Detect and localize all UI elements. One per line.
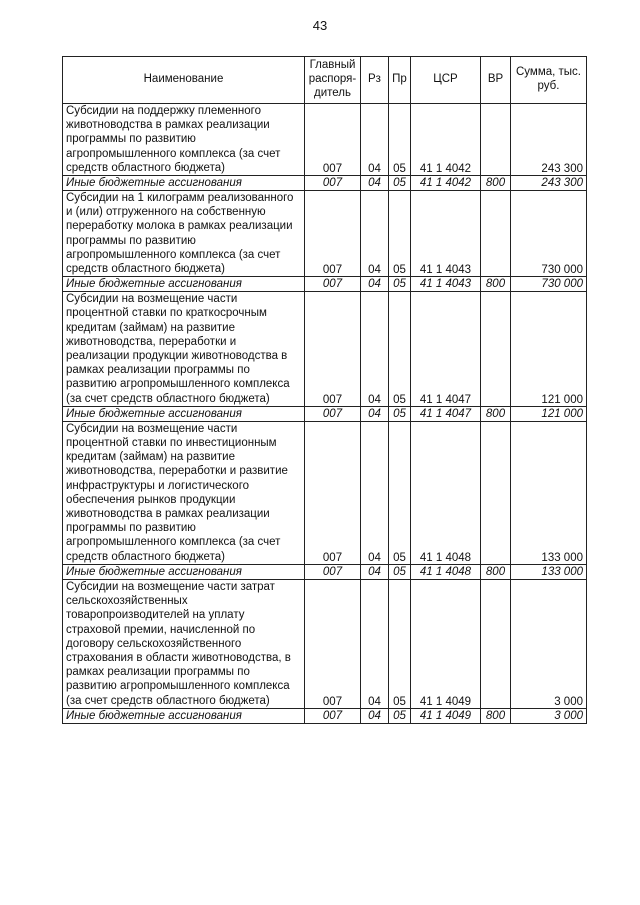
header-name: Наименование: [63, 57, 305, 104]
table-subrow: [63, 406, 587, 421]
subrow-name: Иные бюджетные ассигнования: [63, 564, 305, 579]
budget-table: [62, 56, 587, 724]
row-pr: 05: [389, 104, 411, 176]
subrow-csr: 41 1 4048: [411, 564, 481, 579]
row-name: Субсидии на 1 килограмм реализованного и (или) отгруженного на собственную переработку молока в рамках реализации программы по развитию агропромышленного комплекса (за счет средств областного бюджета): [63, 191, 305, 277]
row-pr: 05: [389, 579, 411, 708]
header-csr: ЦСР: [411, 57, 481, 104]
table-subrow: [63, 176, 587, 191]
row-csr: 41 1 4042: [411, 104, 481, 176]
table-subrow: [63, 708, 587, 723]
row-name: Субсидии на возмещение части процентной ставки по инвестиционным кредитам (займам) на развитие животноводства, переработки и развитие инфраструктуры и логистического обеспечения рынков продукции животноводства в рамках реализации программы по развитию агропромышленного комплекса (за счет средств областного бюджета): [63, 421, 305, 564]
subrow-pr: 05: [389, 277, 411, 292]
table-row: [63, 579, 587, 708]
subrow-name: Иные бюджетные ассигнования: [63, 277, 305, 292]
subrow-vr: 800: [481, 406, 511, 421]
row-main-manager: 007: [305, 104, 361, 176]
subrow-vr: 800: [481, 277, 511, 292]
subrow-sum: 730 000: [511, 277, 587, 292]
row-pr: 05: [389, 191, 411, 277]
row-main-manager: 007: [305, 292, 361, 407]
subrow-vr: 800: [481, 564, 511, 579]
subrow-rz: 04: [361, 176, 389, 191]
header-vr: ВР: [481, 57, 511, 104]
row-csr: 41 1 4043: [411, 191, 481, 277]
row-vr: [481, 191, 511, 277]
subrow-csr: 41 1 4049: [411, 708, 481, 723]
header-pr: Пр: [389, 57, 411, 104]
row-csr: 41 1 4048: [411, 421, 481, 564]
table-row: [63, 292, 587, 407]
row-rz: 04: [361, 579, 389, 708]
row-rz: 04: [361, 292, 389, 407]
row-name: Субсидии на возмещение части процентной ставки по краткосрочным кредитам (займам) на развитие животноводства, переработки и реализации продукции животноводства в рамках реализации программы по развитию агропромышленного комплекса (за счет средств областного бюджета): [63, 292, 305, 407]
subrow-sum: 243 300: [511, 176, 587, 191]
table-row: [63, 191, 587, 277]
row-vr: [481, 292, 511, 407]
subrow-sum: 121 000: [511, 406, 587, 421]
row-sum: 3 000: [511, 579, 587, 708]
subrow-pr: 05: [389, 176, 411, 191]
row-main-manager: 007: [305, 191, 361, 277]
table-subrow: [63, 564, 587, 579]
subrow-csr: 41 1 4043: [411, 277, 481, 292]
row-name: Субсидии на поддержку племенного животноводства в рамках реализации программы по развитию агропромышленного комплекса (за счет средств областного бюджета): [63, 104, 305, 176]
row-pr: 05: [389, 421, 411, 564]
subrow-main-manager: 007: [305, 277, 361, 292]
header-rz: Рз: [361, 57, 389, 104]
subrow-main-manager: 007: [305, 406, 361, 421]
row-csr: 41 1 4049: [411, 579, 481, 708]
subrow-pr: 05: [389, 564, 411, 579]
row-sum: 121 000: [511, 292, 587, 407]
row-vr: [481, 104, 511, 176]
table-row: [63, 104, 587, 176]
subrow-rz: 04: [361, 564, 389, 579]
subrow-vr: 800: [481, 708, 511, 723]
row-sum: 133 000: [511, 421, 587, 564]
row-name: Субсидии на возмещение части затрат сельскохозяйственных товаропроизводителей на уплату страховой премии, начисленной по договору сельскохозяйственного страхования в области животноводства, в рамках реализации программы по развитию агропромышленного комплекса (за счет средств областного бюджета): [63, 579, 305, 708]
row-rz: 04: [361, 191, 389, 277]
header-main-manager: Главный распоря-дитель: [305, 57, 361, 104]
row-sum: 730 000: [511, 191, 587, 277]
subrow-csr: 41 1 4042: [411, 176, 481, 191]
subrow-main-manager: 007: [305, 176, 361, 191]
subrow-name: Иные бюджетные ассигнования: [63, 406, 305, 421]
table-header-row: [63, 57, 587, 104]
subrow-main-manager: 007: [305, 708, 361, 723]
subrow-vr: 800: [481, 176, 511, 191]
subrow-rz: 04: [361, 277, 389, 292]
row-vr: [481, 421, 511, 564]
table-subrow: [63, 277, 587, 292]
row-main-manager: 007: [305, 579, 361, 708]
row-pr: 05: [389, 292, 411, 407]
subrow-name: Иные бюджетные ассигнования: [63, 176, 305, 191]
subrow-sum: 133 000: [511, 564, 587, 579]
row-rz: 04: [361, 421, 389, 564]
row-vr: [481, 579, 511, 708]
row-main-manager: 007: [305, 421, 361, 564]
subrow-sum: 3 000: [511, 708, 587, 723]
subrow-pr: 05: [389, 406, 411, 421]
page-number: 43: [312, 18, 328, 33]
table-row: [63, 421, 587, 564]
row-sum: 243 300: [511, 104, 587, 176]
header-sum: Сумма, тыс. руб.: [511, 57, 587, 104]
subrow-pr: 05: [389, 708, 411, 723]
subrow-rz: 04: [361, 708, 389, 723]
subrow-csr: 41 1 4047: [411, 406, 481, 421]
subrow-name: Иные бюджетные ассигнования: [63, 708, 305, 723]
row-rz: 04: [361, 104, 389, 176]
subrow-rz: 04: [361, 406, 389, 421]
row-csr: 41 1 4047: [411, 292, 481, 407]
subrow-main-manager: 007: [305, 564, 361, 579]
